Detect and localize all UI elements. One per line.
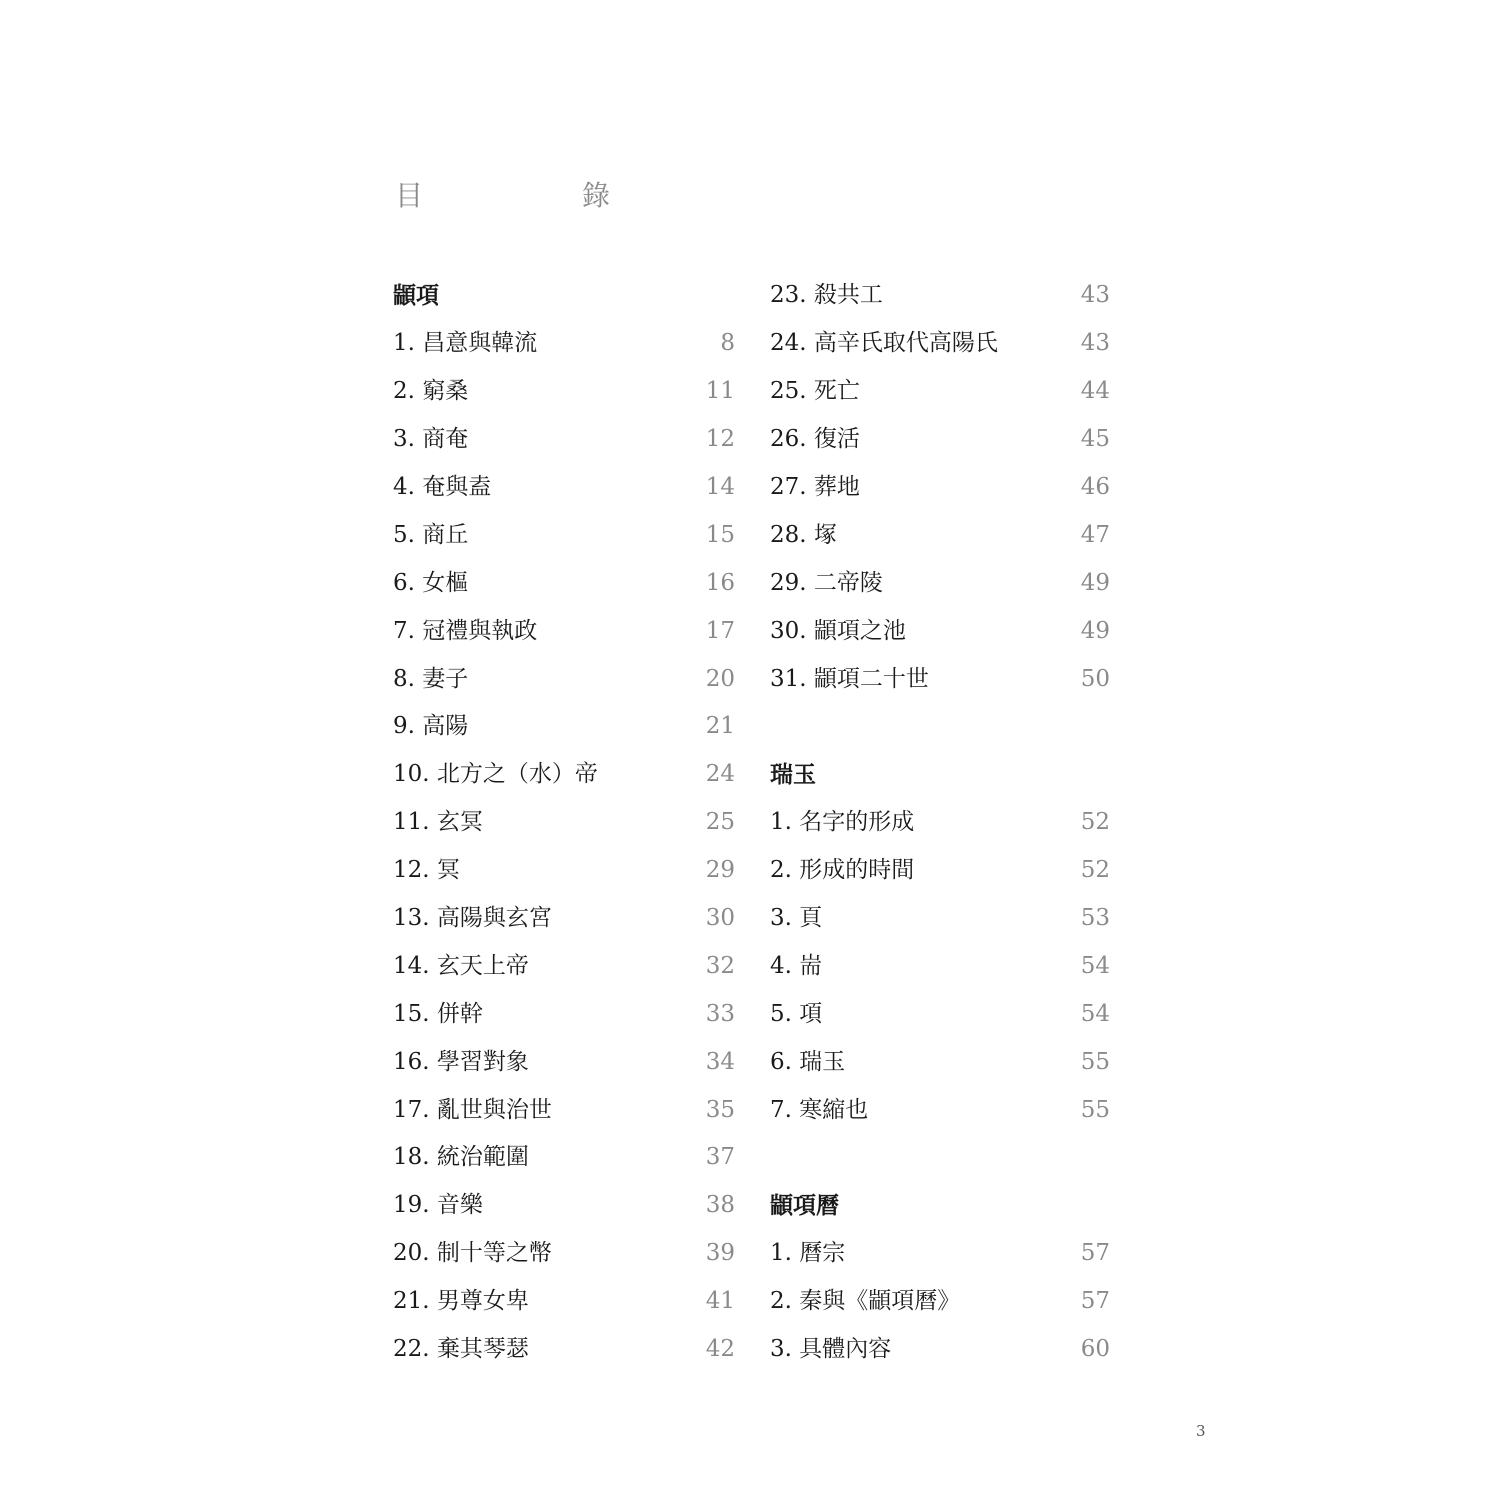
toc-entry[interactable] xyxy=(393,559,735,607)
entry-page-number: 11 xyxy=(705,378,735,405)
entry-title: 23. 殺共工 xyxy=(770,282,883,309)
toc-column-left xyxy=(393,272,735,1373)
entry-title: 21. 男尊女卑 xyxy=(393,1288,529,1315)
toc-entry[interactable] xyxy=(393,320,735,368)
toc-entry[interactable] xyxy=(770,1230,1110,1278)
entry-title: 2. 形成的時間 xyxy=(770,857,915,884)
entry-title: 29. 二帝陵 xyxy=(770,569,883,596)
toc-entry[interactable] xyxy=(393,847,735,895)
entry-page-number: 30 xyxy=(705,905,735,932)
entry-title: 28. 塚 xyxy=(770,521,837,548)
entry-page-number: 45 xyxy=(1080,426,1110,453)
toc-entry[interactable] xyxy=(393,1278,735,1326)
section-heading-text: 顓項 xyxy=(393,282,439,310)
page-number: 3 xyxy=(1196,1422,1206,1440)
entry-title: 14. 玄天上帝 xyxy=(393,952,529,979)
entry-title: 30. 顓項之池 xyxy=(770,617,906,644)
toc-entry[interactable] xyxy=(770,272,1110,320)
toc-entry[interactable] xyxy=(770,607,1110,655)
entry-title: 20. 制十等之幣 xyxy=(393,1240,552,1267)
entry-page-number: 33 xyxy=(705,1000,735,1027)
entry-title: 31. 顓項二十世 xyxy=(770,665,929,692)
toc-entry[interactable] xyxy=(770,368,1110,416)
entry-page-number: 54 xyxy=(1080,1000,1110,1027)
entry-title: 11. 玄冥 xyxy=(393,809,483,836)
entry-page-number: 41 xyxy=(705,1288,735,1315)
entry-title: 8. 妻子 xyxy=(393,665,469,692)
toc-entry[interactable] xyxy=(770,1278,1110,1326)
toc-entry[interactable] xyxy=(770,942,1110,990)
entry-page-number: 24 xyxy=(705,761,735,788)
toc-entry[interactable] xyxy=(393,1038,735,1086)
toc-entry[interactable] xyxy=(770,416,1110,464)
toc-section-heading xyxy=(393,272,735,320)
section-heading-text: 顓項曆 xyxy=(770,1192,839,1220)
entry-page-number: 32 xyxy=(705,952,735,979)
toc-entry[interactable] xyxy=(770,559,1110,607)
entry-title: 2. 秦與《顓項曆》 xyxy=(770,1288,961,1315)
toc-entry[interactable] xyxy=(393,416,735,464)
section-spacer xyxy=(770,1134,1110,1182)
toc-entry[interactable] xyxy=(393,1230,735,1278)
toc-entry[interactable] xyxy=(393,511,735,559)
page-title-char-1: 目 xyxy=(395,179,424,212)
entry-page-number: 54 xyxy=(1080,952,1110,979)
toc-entry[interactable] xyxy=(393,751,735,799)
toc-entry[interactable] xyxy=(770,1326,1110,1374)
entry-page-number: 12 xyxy=(705,426,735,453)
toc-entry[interactable] xyxy=(770,320,1110,368)
entry-title: 4. 奄與盍 xyxy=(393,474,492,500)
entry-title: 7. 冠禮與執政 xyxy=(393,617,538,644)
entry-page-number: 60 xyxy=(1080,1336,1110,1363)
entry-page-number: 52 xyxy=(1080,857,1110,884)
section-heading-text: 瑞玉 xyxy=(770,761,816,789)
toc-entry[interactable] xyxy=(770,990,1110,1038)
entry-title: 6. 瑞玉 xyxy=(770,1048,846,1075)
page-title-char-2: 錄 xyxy=(581,179,610,212)
entry-title: 1. 曆宗 xyxy=(770,1240,846,1267)
toc-entry[interactable] xyxy=(393,895,735,943)
toc-entry[interactable] xyxy=(393,655,735,703)
entry-page-number: 43 xyxy=(1080,282,1110,309)
entry-title: 26. 復活 xyxy=(770,426,860,453)
toc-entry[interactable] xyxy=(770,799,1110,847)
toc-entry[interactable] xyxy=(393,990,735,1038)
toc-section-heading xyxy=(770,1182,1110,1230)
entry-page-number: 17 xyxy=(705,617,735,644)
entry-title: 10. 北方之（水）帝 xyxy=(393,761,598,788)
entry-title: 3. 具體內容 xyxy=(770,1336,892,1363)
entry-page-number: 38 xyxy=(705,1192,735,1219)
entry-title: 4. 耑 xyxy=(770,952,823,979)
entry-page-number: 53 xyxy=(1080,905,1110,932)
entry-page-number: 29 xyxy=(705,857,735,884)
entry-title: 27. 葬地 xyxy=(770,474,860,500)
entry-title: 2. 窮桑 xyxy=(393,378,469,405)
entry-page-number: 57 xyxy=(1080,1288,1110,1315)
toc-entry[interactable] xyxy=(393,1086,735,1134)
entry-title: 25. 死亡 xyxy=(770,378,860,405)
entry-page-number: 8 xyxy=(720,330,735,357)
entry-page-number: 46 xyxy=(1080,474,1110,500)
entry-title: 22. 棄其琴瑟 xyxy=(393,1336,529,1363)
toc-entry[interactable] xyxy=(770,511,1110,559)
toc-entry[interactable] xyxy=(770,895,1110,943)
entry-page-number: 55 xyxy=(1080,1048,1110,1075)
entry-page-number: 52 xyxy=(1080,809,1110,836)
entry-page-number: 16 xyxy=(705,569,735,596)
entry-page-number: 57 xyxy=(1080,1240,1110,1267)
entry-title: 9. 高陽 xyxy=(393,713,469,740)
toc-entry[interactable] xyxy=(393,1182,735,1230)
toc-column-right xyxy=(770,272,1110,1373)
toc-entry[interactable] xyxy=(770,1086,1110,1134)
entry-page-number: 37 xyxy=(705,1144,735,1171)
toc-entry[interactable] xyxy=(770,1038,1110,1086)
entry-title: 5. 項 xyxy=(770,1000,823,1027)
entry-page-number: 49 xyxy=(1080,617,1110,644)
entry-page-number: 21 xyxy=(705,713,735,740)
toc-entry[interactable] xyxy=(393,703,735,751)
entry-title: 1. 名字的形成 xyxy=(770,809,915,836)
entry-title: 3. 頁 xyxy=(770,905,823,932)
entry-title: 7. 寒縮也 xyxy=(770,1096,869,1123)
entry-title: 5. 商丘 xyxy=(393,521,469,548)
entry-page-number: 43 xyxy=(1080,330,1110,357)
entry-title: 1. 昌意與韓流 xyxy=(393,330,538,357)
entry-title: 19. 音樂 xyxy=(393,1192,483,1219)
entry-title: 13. 高陽與玄宮 xyxy=(393,905,552,932)
entry-page-number: 14 xyxy=(705,474,735,500)
entry-page-number: 47 xyxy=(1080,521,1110,548)
section-spacer xyxy=(770,703,1110,751)
toc-entry[interactable] xyxy=(393,1134,735,1182)
entry-page-number: 39 xyxy=(705,1240,735,1267)
page-title xyxy=(395,174,610,214)
entry-page-number: 20 xyxy=(705,665,735,692)
entry-page-number: 35 xyxy=(705,1096,735,1123)
entry-page-number: 15 xyxy=(705,521,735,548)
entry-title: 16. 學習對象 xyxy=(393,1048,529,1075)
entry-title: 6. 女樞 xyxy=(393,569,469,596)
entry-page-number: 50 xyxy=(1080,665,1110,692)
entry-title: 12. 冥 xyxy=(393,857,460,884)
entry-title: 15. 併幹 xyxy=(393,1000,483,1027)
toc-entry[interactable] xyxy=(393,1326,735,1374)
entry-page-number: 44 xyxy=(1080,378,1110,405)
toc-entry[interactable] xyxy=(393,942,735,990)
entry-title: 3. 商奄 xyxy=(393,426,469,453)
entry-title: 18. 統治範圍 xyxy=(393,1144,529,1171)
toc-entry[interactable] xyxy=(770,655,1110,703)
toc-entry[interactable] xyxy=(770,847,1110,895)
entry-page-number: 25 xyxy=(705,809,735,836)
entry-page-number: 55 xyxy=(1080,1096,1110,1123)
toc-section-heading xyxy=(770,751,1110,799)
entry-page-number: 49 xyxy=(1080,569,1110,596)
entry-page-number: 34 xyxy=(705,1048,735,1075)
entry-title: 24. 高辛氏取代高陽氏 xyxy=(770,330,998,357)
entry-title: 17. 亂世與治世 xyxy=(393,1096,552,1123)
toc-entry[interactable] xyxy=(393,368,735,416)
toc-entry[interactable] xyxy=(393,799,735,847)
toc-entry[interactable] xyxy=(393,464,735,512)
toc-entry[interactable] xyxy=(770,464,1110,512)
toc-entry[interactable] xyxy=(393,607,735,655)
entry-page-number: 42 xyxy=(705,1336,735,1363)
